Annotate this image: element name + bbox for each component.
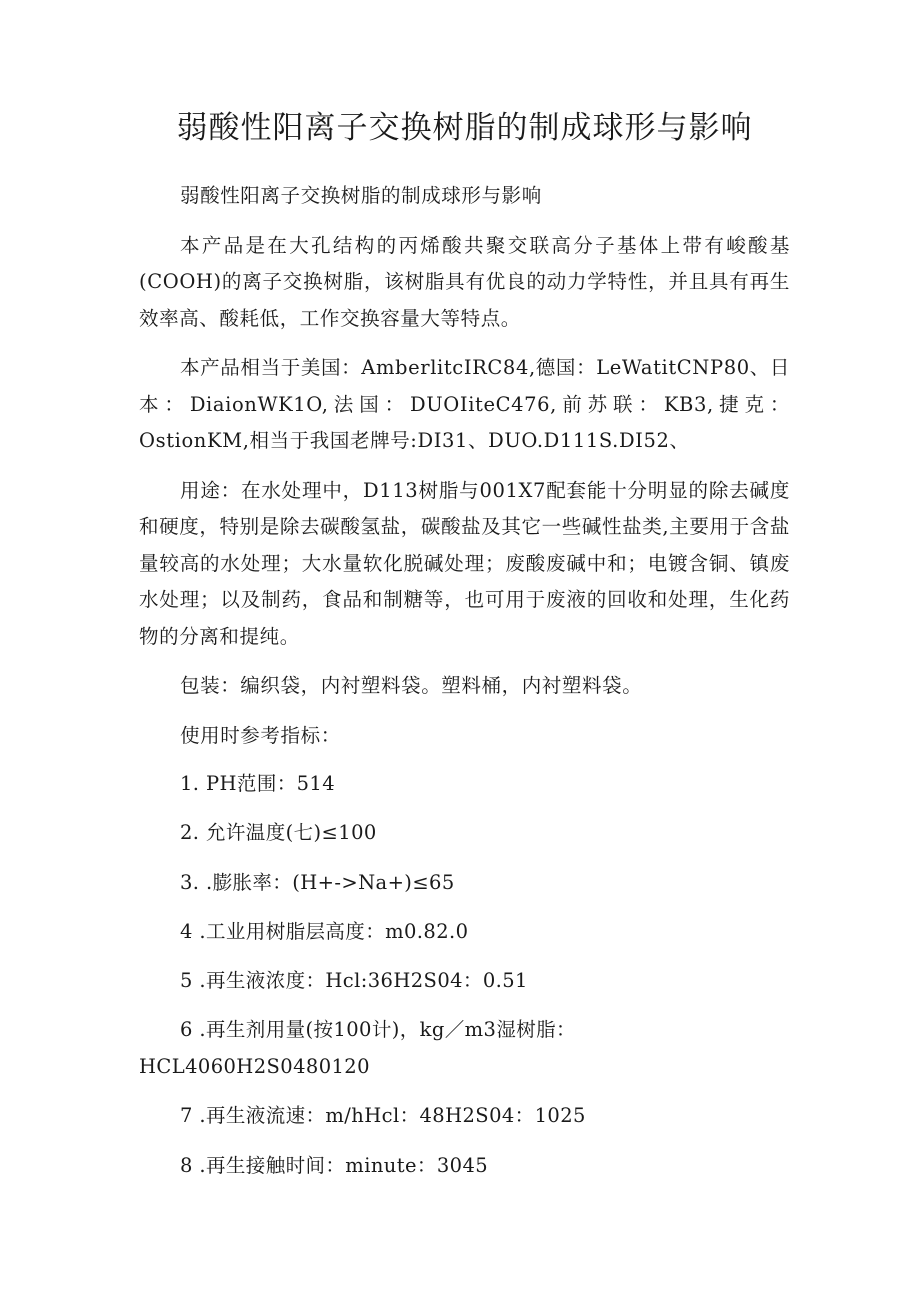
list-item: 6 .再生剂用量(按100计)，kg／m3湿树脂：HCL4060H2S0480120 [139, 1018, 576, 1078]
list-item: 3. .膨胀率：(H+->Na+)≤65 [180, 870, 455, 894]
paragraph-description: 本产品是在大孔结构的丙烯酸共聚交联高分子基体上带有峻酸基(COOH)的离子交换树脂，该树脂具有优良的动力学特性，并且具有再生效率高、酸耗低，工作交换容量大等特点。 [139, 233, 790, 330]
reference-list [139, 766, 790, 1184]
list-item: 8 .再生接触时间：minute：3045 [180, 1153, 489, 1177]
paragraph-reference-heading: 使用时参考指标： [180, 723, 341, 747]
list-item: 5 .再生液浓度：Hcl:36H2S04：0.51 [180, 969, 528, 993]
list-item: 2. 允许温度(七)≤100 [180, 821, 377, 845]
list-item: 7 .再生液流速：m/hHcl：48H2S04：1025 [180, 1104, 586, 1128]
list-item: 1. PH范围：514 [180, 772, 336, 795]
paragraph-usage: 用途：在水处理中，D113树脂与001X7配套能十分明显的除去碱度和硬度，特别是除去碳酸氢盐，碳酸盐及其它一些碱性盐类,主要用于含盐量较高的水处理；大水量软化脱碱处理；废酸废碱中和；电镀含铜、镇废水处理；以及制药，食品和制糖等，也可用于废液的回收和处理，生化药物的分离和提纯。 [139, 478, 790, 648]
paragraph-packaging: 包装：编织袋，内衬塑料袋。塑料桶，内衬塑料袋。 [180, 674, 643, 697]
paragraph-equivalents: 本产品相当于美国：AmberlitcIRC84,德国：LeWatitCNP80、日本：DiaionWK1O,法国：DUOIiteC476,前苏联：KB3,捷克：OstionKM,相当于我国老牌号:DI31、DUO.D111S.DI52、 [139, 356, 790, 452]
document-subtitle: 弱酸性阳离子交换树脂的制成球形与影响 [180, 184, 542, 207]
list-item: 4 .工业用树脂层高度：m0.82.0 [180, 919, 469, 943]
document-title: 弱酸性阳离子交换树脂的制成球形与影响 [176, 110, 753, 146]
